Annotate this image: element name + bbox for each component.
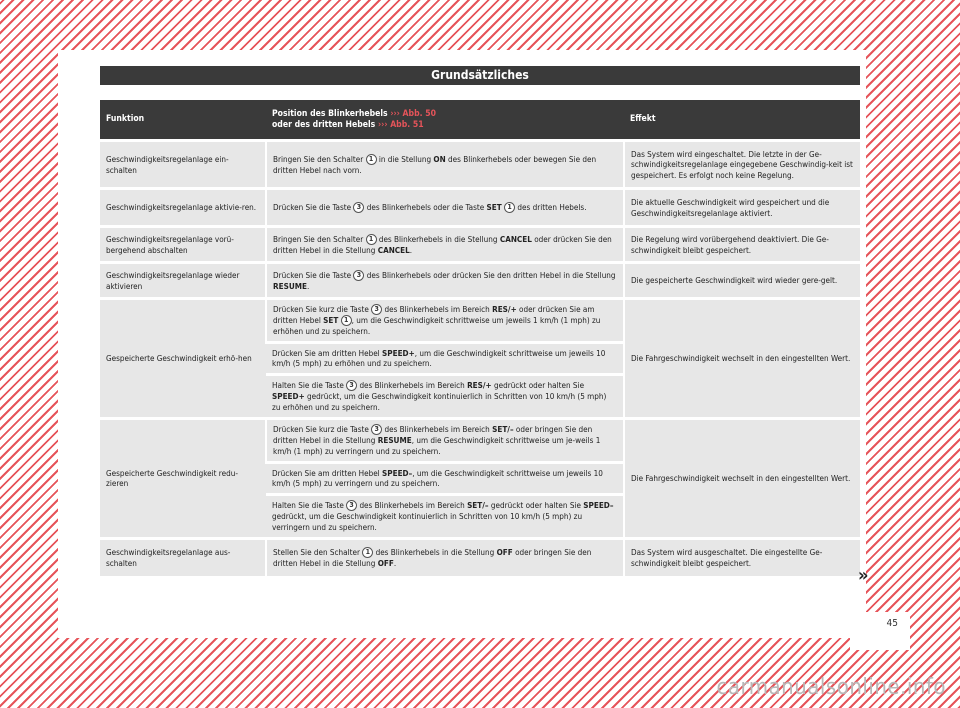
key-label: SET/–: [467, 500, 489, 511]
key-label: SPEED–: [382, 467, 413, 478]
cell-position: Drücken Sie kurz die Taste 3 des Blinkerhebels im Bereich SET/– oder bringen Sie den dritten Hebel in die Stellung RESUME, um die Geschwindigkeit schrittweise um je-weils 1 km/h (1 mph) zu verringern und zu speichern.: [266, 418, 624, 462]
key-label: RES/+: [467, 380, 492, 391]
cell-position: Bringen Sie den Schalter 1 in die Stellung ON des Blinkerhebels oder bewegen Sie den dritten Hebel nach vorn.: [266, 141, 624, 189]
key-label: CANCEL: [377, 244, 410, 255]
section-title: Grundsätzliches: [100, 66, 860, 85]
key-label: RESUME: [273, 280, 307, 291]
watermark: carmanualsonline.info: [716, 675, 946, 700]
ref-abb-50[interactable]: ››› Abb. 50: [390, 108, 436, 119]
key-label: RESUME: [377, 435, 412, 446]
cell-position: Drücken Sie kurz die Taste 3 des Blinkerhebels im Bereich RES/+ oder drücken Sie am dritten Hebel SET 1 , um die Geschwindigkeit schrittweise um jeweils 1 km/h (1 mph) zu erhöhen und zu speichern.: [266, 299, 624, 343]
function-table: [100, 100, 860, 576]
callout-badge: 3: [346, 380, 357, 391]
page-number-box: [850, 612, 910, 650]
cell-effekt: Die aktuelle Geschwindigkeit wird gespeichert und die Geschwindigkeitsregelanlage aktiviert.: [624, 189, 860, 227]
cell-effekt: Die gespeicherte Geschwindigkeit wird wieder gere-gelt.: [624, 263, 860, 299]
cell-funktion: Geschwindigkeitsregelanlage ein-schalten: [100, 141, 266, 189]
cell-position: Halten Sie die Taste 3 des Blinkerhebels im Bereich RES/+ gedrückt oder halten Sie SPEED+ gedrückt, um die Geschwindigkeit kontinuierlich in Schritten von 10 km/h (5 mph) zu erhöhen und zu speichern.: [266, 374, 624, 418]
cell-funktion: Geschwindigkeitsregelanlage aktivie-ren.: [100, 189, 266, 227]
cell-effekt: Die Regelung wird vorübergehend deaktiviert. Die Ge-schwindigkeit bleibt gespeichert.: [624, 227, 860, 263]
cell-funktion: Geschwindigkeitsregelanlage aus-schalten: [100, 538, 266, 576]
header-position: Position des Blinkerhebels ››› Abb. 50 oder des dritten Hebels ››› Abb. 51: [266, 100, 624, 141]
key-label: RES/+: [492, 304, 517, 315]
cell-funktion: Gespeicherte Geschwindigkeit redu-zieren: [100, 418, 266, 538]
cell-funktion: Geschwindigkeitsregelanlage vorü-bergehend abschalten: [100, 227, 266, 263]
table-row: [100, 418, 860, 462]
cell-position: Bringen Sie den Schalter 1 des Blinkerhebels in die Stellung CANCEL oder drücken Sie den dritten Hebel in die Stellung CANCEL.: [266, 227, 624, 263]
key-label: SPEED–: [583, 500, 614, 511]
key-label: SET: [486, 202, 502, 212]
cell-position: Drücken Sie die Taste 3 des Blinkerhebels oder drücken Sie den dritten Hebel in die Stellung RESUME.: [266, 263, 624, 299]
cell-effekt: Die Fahrgeschwindigkeit wechselt in den eingestellten Wert.: [624, 299, 860, 419]
key-label: ON: [433, 153, 446, 164]
table-row: [100, 141, 860, 189]
key-label: SPEED+: [272, 391, 305, 402]
table-row: [100, 263, 860, 299]
callout-badge: 3: [371, 304, 382, 315]
cell-position: Drücken Sie am dritten Hebel SPEED+, um die Geschwindigkeit schrittweise um jeweils 10 km/h (5 mph) zu erhöhen und zu speichern.: [266, 343, 624, 375]
header-effekt: Effekt: [624, 100, 860, 141]
callout-badge: 1: [362, 547, 373, 558]
callout-badge: 3: [353, 270, 364, 281]
cell-position: Drücken Sie die Taste 3 des Blinkerhebels oder die Taste SET 1 des dritten Hebels.: [266, 189, 624, 227]
callout-badge: 3: [353, 202, 364, 213]
cell-position: Drücken Sie am dritten Hebel SPEED–, um die Geschwindigkeit schrittweise um jeweils 10 km/h (5 mph) zu verringern und zu speichern.: [266, 462, 624, 494]
table-row: [100, 227, 860, 263]
table-row: [100, 189, 860, 227]
ref-abb-51[interactable]: ››› Abb. 51: [377, 119, 424, 130]
cell-position: Stellen Sie den Schalter 1 des Blinkerhebels in die Stellung OFF oder bringen Sie den dritten Hebel in die Stellung OFF.: [266, 538, 624, 576]
continue-arrow-icon: »: [858, 565, 869, 586]
callout-badge: 1: [504, 202, 515, 213]
cell-funktion: Geschwindigkeitsregelanlage wieder aktivieren: [100, 263, 266, 299]
key-label: OFF: [377, 558, 394, 569]
table-row: [100, 299, 860, 343]
table-row: [100, 538, 860, 576]
page-number: 45: [886, 618, 898, 629]
callout-badge: 1: [366, 234, 377, 245]
key-label: SET: [323, 315, 339, 326]
cell-position: Halten Sie die Taste 3 des Blinkerhebels im Bereich SET/– gedrückt oder halten Sie SPEED– gedrückt, um die Geschwindigkeit kontinuierlich in Schritten von 10 km/h (5 mph) zu verringern und zu speichern.: [266, 494, 624, 538]
cell-effekt: Die Fahrgeschwindigkeit wechselt in den eingestellten Wert.: [624, 418, 860, 538]
cell-effekt: Das System wird ausgeschaltet. Die eingestellte Ge-schwindigkeit bleibt gespeichert.: [624, 538, 860, 576]
key-label: SET/–: [492, 424, 514, 435]
callout-badge: 3: [346, 500, 357, 511]
cell-funktion: Gespeicherte Geschwindigkeit erhö-hen: [100, 299, 266, 419]
cell-effekt: Das System wird eingeschaltet. Die letzte in der Ge-schwindigkeitsregelanlage eingegebene Geschwindig-keit ist gespeichert. Es erfolgt noch keine Regelung.: [624, 141, 860, 189]
table-header-row: [100, 100, 860, 141]
header-funktion: Funktion: [100, 100, 266, 141]
key-label: CANCEL: [499, 233, 532, 244]
key-label: OFF: [496, 547, 513, 558]
callout-badge: 1: [366, 154, 377, 165]
callout-badge: 3: [371, 424, 382, 435]
callout-badge: 1: [341, 315, 352, 326]
key-label: SPEED+: [382, 348, 415, 358]
